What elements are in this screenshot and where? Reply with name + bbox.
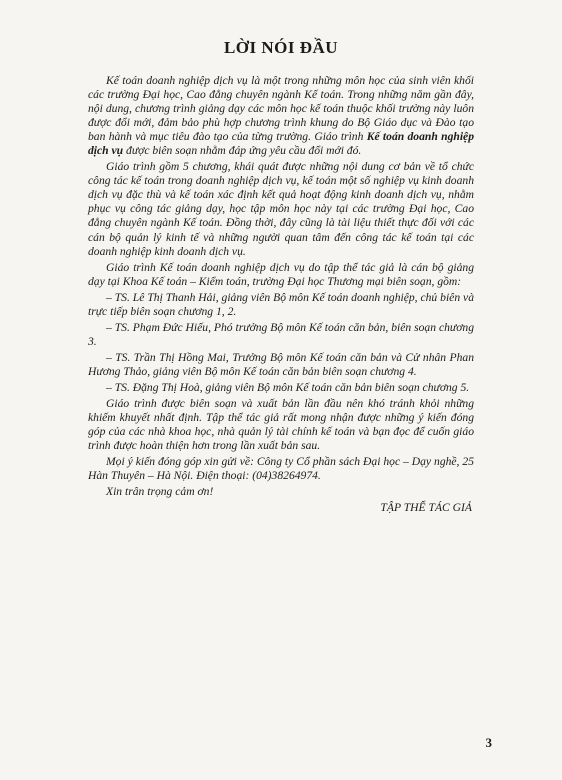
page-number: 3 [485, 735, 492, 750]
author-item-2: – TS. Phạm Đức Hiếu, Phó trưởng Bộ môn Kế toán căn bản, biên soạn chương 3. [88, 320, 474, 348]
author-item-4: – TS. Đặng Thị Hoà, giảng viên Bộ môn Kế toán căn bản biên soạn chương 5. [106, 380, 470, 394]
paragraph-structure: Giáo trình gồm 5 chương, khái quát được những nội dung cơ bản về tổ chức công tác kế toán trong doanh nghiệp dịch vụ, kế toán một số nghiệp vụ kinh doanh dịch vụ đặc thù và kế toán xác định kết quả hoạt động kinh doanh dịch vụ, nhằm phục vụ công tác giảng dạy, học tập môn học này tại các trường Đại học, Cao đẳng chuyên ngành Kế toán. Đồng thời, đây cũng là tài liệu thiết thực đối với các cán bộ quản lý kinh tế và những người quan tâm đến công tác kế toán tại các doanh nghiệp kinh doanh dịch vụ. [88, 160, 474, 258]
author-item-1: – TS. Lê Thị Thanh Hải, giảng viên Bộ môn Kế toán doanh nghiệp, chủ biên và trực tiếp biên soạn chương 1, 2. [88, 290, 474, 318]
paragraph-thanks: Xin trân trọng cảm ơn! [106, 485, 214, 499]
signature: TẬP THỂ TÁC GIẢ [380, 501, 472, 515]
author-item-3: – TS. Trần Thị Hồng Mai, Trưởng Bộ môn Kế toán căn bản và Cử nhân Phan Hương Thảo, giảng viên Bộ môn Kế toán căn bản biên soạn chương 4. [88, 350, 474, 378]
preface-body [88, 74, 474, 517]
paragraph-authors-intro: Giáo trình Kế toán doanh nghiệp dịch vụ do tập thể tác giả là cán bộ giảng dạy tại Khoa Kế toán – Kiểm toán, trường Đại học Thương mại biên soạn, gồm: [88, 260, 474, 288]
paragraph-contact: Mọi ý kiến đóng góp xin gửi về: Công ty Cổ phần sách Đại học – Dạy nghề, 25 Hàn Thuyên – Hà Nội. Điện thoại: (04)38264974. [88, 455, 474, 483]
paragraph-intro [88, 74, 474, 158]
paragraph-feedback: Giáo trình được biên soạn và xuất bản lần đầu nên khó tránh khỏi những khiếm khuyết nhất định. Tập thể tác giả rất mong nhận được những ý kiến đóng góp của các nhà khoa học, nhà quản lý tài chính kế toán và bạn đọc để cuốn giáo trình được hoàn thiện hơn trong lần xuất bản sau. [88, 397, 474, 453]
paragraph-intro-end: được biên soạn nhằm đáp ứng yêu cầu đổi mới đó. [126, 144, 362, 158]
page-title: LỜI NÓI ĐẦU [223, 38, 339, 57]
book-title-emphasis: Kế toán doanh nghiệp dịch vụ [88, 130, 474, 158]
paragraph-intro-text: Kế toán doanh nghiệp dịch vụ là một trong những môn học của sinh viên khối các trường Đại học, Cao đẳng chuyên ngành Kế toán. Trong những năm gần đây, nội dung, chương trình giảng dạy các môn học kế toán thuộc khối trường này luôn được đổi mới, đảm bảo phù hợp chương trình khung do Bộ Giáo dục và Đào tạo ban hành và mục tiêu đào tạo của từng trường. Giáo trình [88, 74, 474, 144]
